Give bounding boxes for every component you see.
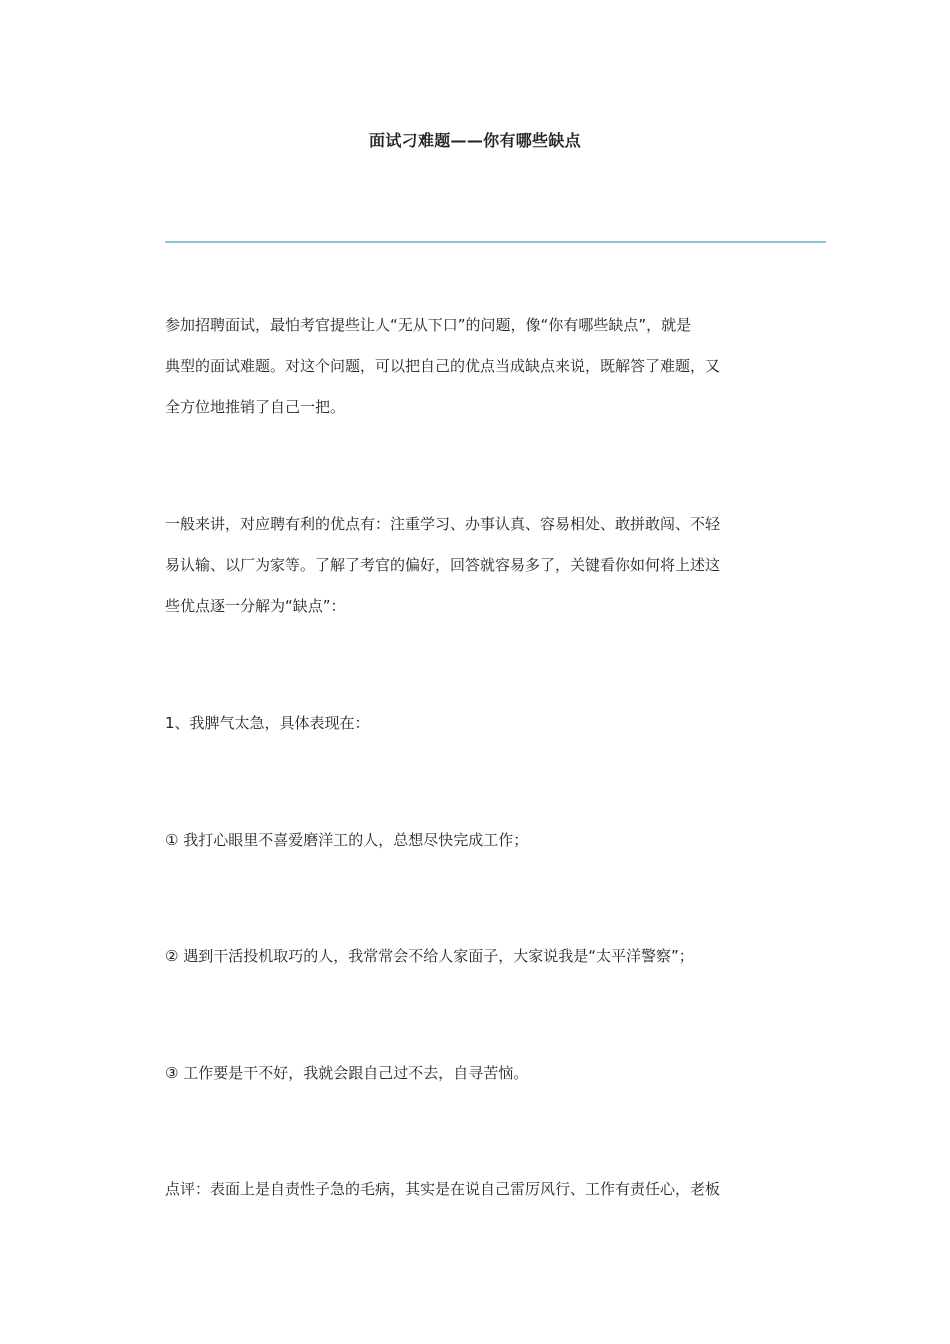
title-divider	[165, 241, 826, 243]
paragraph-sub-3	[165, 1053, 787, 1094]
paragraph-line: 一般来讲，对应聘有利的优点有：注重学习、办事认真、容易相处、敢拼敢闯、不轻	[165, 515, 721, 533]
paragraph-line: ② 遇到干活投机取巧的人，我常常会不给人家面子，大家说我是“太平洋警察”；	[165, 947, 694, 965]
paragraph-line: ① 我打心眼里不喜爱磨洋工的人，总想尽快完成工作；	[165, 831, 529, 849]
paragraph-line: 参加招聘面试，最怕考官提些让人“无从下口”的问题，像“你有哪些缺点”，就是	[165, 316, 692, 334]
paragraph-line: 些优点逐一分解为“缺点”：	[165, 597, 346, 615]
paragraph-comment	[165, 1169, 787, 1210]
paragraph-line: 典型的面试难题。对这个问题，可以把自己的优点当成缺点来说，既解答了难题，又	[165, 357, 721, 375]
paragraph-advantages	[165, 504, 787, 627]
paragraph-sub-1	[165, 820, 787, 861]
paragraph-line: 1、我脾气太急，具体表现在：	[165, 714, 370, 732]
paragraph-line: 易认输、以厂为家等。了解了考官的偏好，回答就容易多了，关键看你如何将上述这	[165, 556, 721, 574]
paragraph-line: 全方位地推销了自己一把。	[165, 398, 346, 416]
paragraph-sub-2	[165, 936, 787, 977]
paragraph-point-1	[165, 703, 787, 744]
paragraph-intro	[165, 305, 787, 428]
paragraph-line: ③ 工作要是干不好，我就会跟自己过不去，自寻苦恼。	[165, 1064, 529, 1082]
paragraph-line: 点评：表面上是自责性子急的毛病，其实是在说自己雷厉风行、工作有责任心，老板	[165, 1180, 721, 1198]
document-title: 面试刁难题——你有哪些缺点	[369, 131, 581, 150]
